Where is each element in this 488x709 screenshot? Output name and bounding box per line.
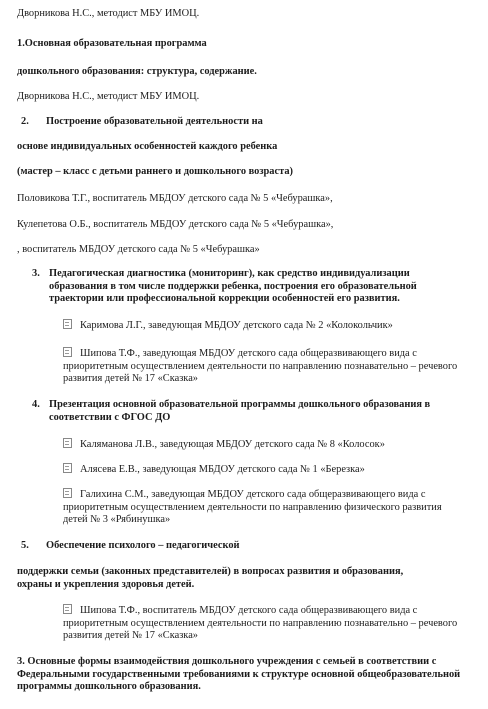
section3-title: 3. Основные формы взаимодействия дошкольного учреждения с семьей в соответствии с Федеральными государственными требованиями к структуре основной общеобразовательной программы дошкольного образования. xyxy=(17,656,461,693)
item2-number: 2. xyxy=(21,116,29,127)
item2-author-2: Кулепетова О.Б., воспитатель МБДОУ детского сада № 5 «Чебурашка», xyxy=(17,219,334,230)
bullet-icon xyxy=(63,463,72,473)
author-text: Галихина С.М., заведующая МБДОУ детского сада общеразвивающего вида с приоритетным осуществлением деятельности по направлению физического развития детей № 3 «Рябинушка» xyxy=(63,489,442,526)
bullet-icon xyxy=(63,604,72,614)
item1-author: Дворникова Н.С., методист МБУ ИМОЦ. xyxy=(17,91,200,102)
item2-title-line1: Построение образовательной деятельности на xyxy=(46,116,263,127)
header-author: Дворникова Н.С., методист МБУ ИМОЦ. xyxy=(17,8,200,19)
author-text: Шипова Т.Ф., воспитатель МБДОУ детского сада общеразвивающего вида с приоритетным осуществлением деятельности по направлению познавательно – речевого развития детей № 17 «Сказка» xyxy=(63,605,458,642)
item4-author-1 xyxy=(63,438,385,452)
item3-title: Педагогическая диагностика (мониторинг), как средство индивидуализации образования в том числе поддержки ребенка, построения его образовательной траектории или профессиональной коррекции особенностей его развития. xyxy=(49,268,417,305)
item5-author-1 xyxy=(63,604,469,643)
item3-number: 3. xyxy=(32,268,40,279)
author-text: Каляманова Л.В., заведующая МБДОУ детского сада № 8 «Колосок» xyxy=(80,439,385,450)
item4-author-3 xyxy=(63,488,463,527)
bullet-icon xyxy=(63,347,72,357)
author-text: Алясева Е.В., заведующая МБДОУ детского сада № 1 «Березка» xyxy=(80,464,365,475)
item2-title-line2: основе индивидуальных особенностей каждого ребенка xyxy=(17,141,278,152)
item4-author-2 xyxy=(63,463,365,477)
author-text: Каримова Л.Г., заведующая МБДОУ детского сада № 2 «Колокольчик» xyxy=(80,320,393,331)
bullet-icon xyxy=(63,488,72,498)
item3-author-1 xyxy=(63,319,393,333)
item3-author-2 xyxy=(63,347,463,386)
item2-title-line3: (мастер – класс с детьми раннего и дошкольного возраста) xyxy=(17,166,294,177)
item4-number: 4. xyxy=(32,399,40,410)
author-text: Шипова Т.Ф., заведующая МБДОУ детского сада общеразвивающего вида с приоритетным осуществлением деятельности по направлению познавательно – речевого развития детей № 17 «Сказка» xyxy=(63,348,458,385)
item2-author-3: , воспитатель МБДОУ детского сада № 5 «Чебурашка» xyxy=(17,244,260,255)
item5-title-line2: поддержки семьи (законных представителей) в вопросах развития и образования, охраны и укрепления здоровья детей. xyxy=(17,566,404,590)
item2-author-1: Половикова Т.Г., воспитатель МБДОУ детского сада № 5 «Чебурашка», xyxy=(17,193,333,204)
bullet-icon xyxy=(63,438,72,448)
item5-number: 5. xyxy=(21,540,29,551)
item5-title-line1: Обеспечение психолого – педагогической xyxy=(46,540,240,551)
item1-title-line2: дошкольного образования: структура, содержание. xyxy=(17,66,257,77)
item1-title-line1: 1.Основная образовательная программа xyxy=(17,38,207,49)
item4-title: Презентация основной образовательной программы дошкольного образования в соответствии с ФГОС ДО xyxy=(49,399,431,423)
bullet-icon xyxy=(63,319,72,329)
